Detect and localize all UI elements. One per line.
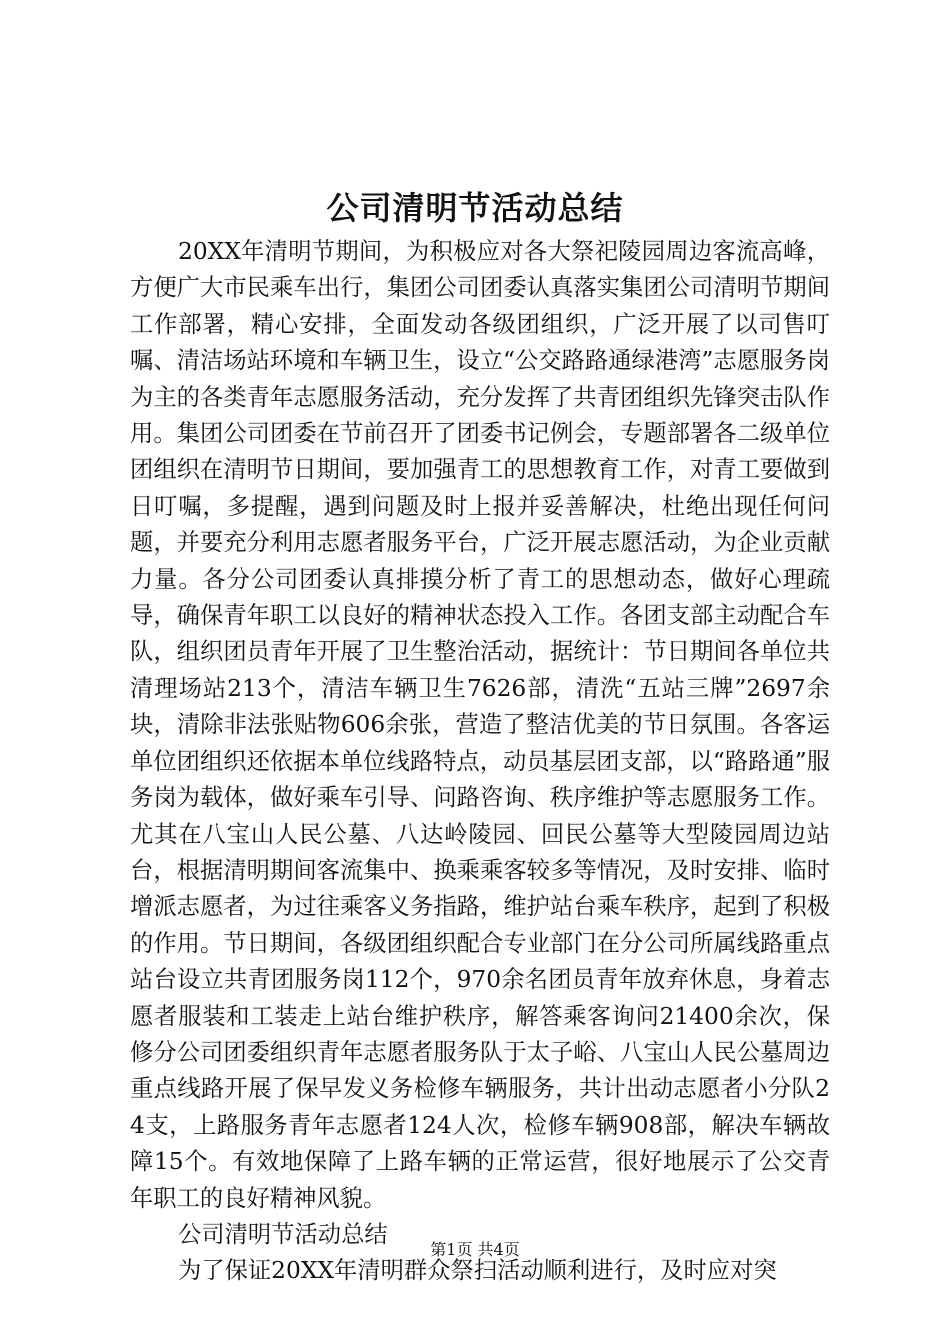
page-footer: 第1页 共4页 bbox=[430, 1240, 520, 1259]
body-paragraph: 公司清明节活动总结 bbox=[178, 1220, 388, 1248]
document-body bbox=[130, 234, 830, 1290]
body-paragraph: 20XX年清明节期间，为积极应对各大祭祀陵园周边客流高峰，方便广大市民乘车出行，集团公司团委认真落实集团公司清明节期间工作部署，精心安排，全面发动各级团组织，广泛开展了以司售叮嘱、清洁场站环境和车辆卫生，设立“公交路路通绿港湾”志愿服务岗为主的各类青年志愿服务活动，充分发挥了共青团组织先锋突击队作用。集团公司团委在节前召开了团委书记例会，专题部署各二级单位团组织在清明节日期间，要加强青工的思想教育工作，对青工要做到日叮嘱，多提醒，遇到问题及时上报并妥善解决，杜绝出现任何问题，并要充分利用志愿者服务平台，广泛开展志愿活动，为企业贡献力量。各分公司团委认真排摸分析了青工的思想动态，做好心理疏导，确保青年职工以良好的精神状态投入工作。各团支部主动配合车队，组织团员青年开展了卫生整治活动，据统计：节日期间各单位共清理场站213个，清洁车辆卫生7626部，清洗“五站三牌”2697余块，清除非法张贴物606余张，营造了整洁优美的节日氛围。各客运单位团组织还依据本单位线路特点，动员基层团支部，以“路路通”服务岗为载体，做好乘车引导、问路咨询、秩序维护等志愿服务工作。尤其在八宝山人民公墓、八达岭陵园、回民公墓等大型陵园周边站台，根据清明期间客流集中、换乘乘客较多等情况，及时安排、临时增派志愿者，为过往乘客义务指路，维护站台乘车秩序，起到了积极的作用。节日期间，各级团组织配合专业部门在分公司所属线路重点站台设立共青团服务岗112个，970余名团员青年放弃休息，身着志愿者服装和工装走上站台维护秩序，解答乘客询问21400余次，保修分公司团委组织青年志愿者服务队于太子峪、八宝山人民公墓周边重点线路开展了保早发义务检修车辆服务，共计出动志愿者小分队24支，上路服务青年志愿者124人次，检修车辆908部，解决车辆故障15个。有效地保障了上路车辆的正常运营，很好地展示了公交青年职工的良好精神风貌。 bbox=[130, 238, 830, 1212]
body-paragraph: 为了保证20XX年清明群众祭扫活动顺利进行，及时应对突 bbox=[178, 1257, 777, 1285]
document-title: 公司清明节活动总结 bbox=[326, 189, 624, 227]
